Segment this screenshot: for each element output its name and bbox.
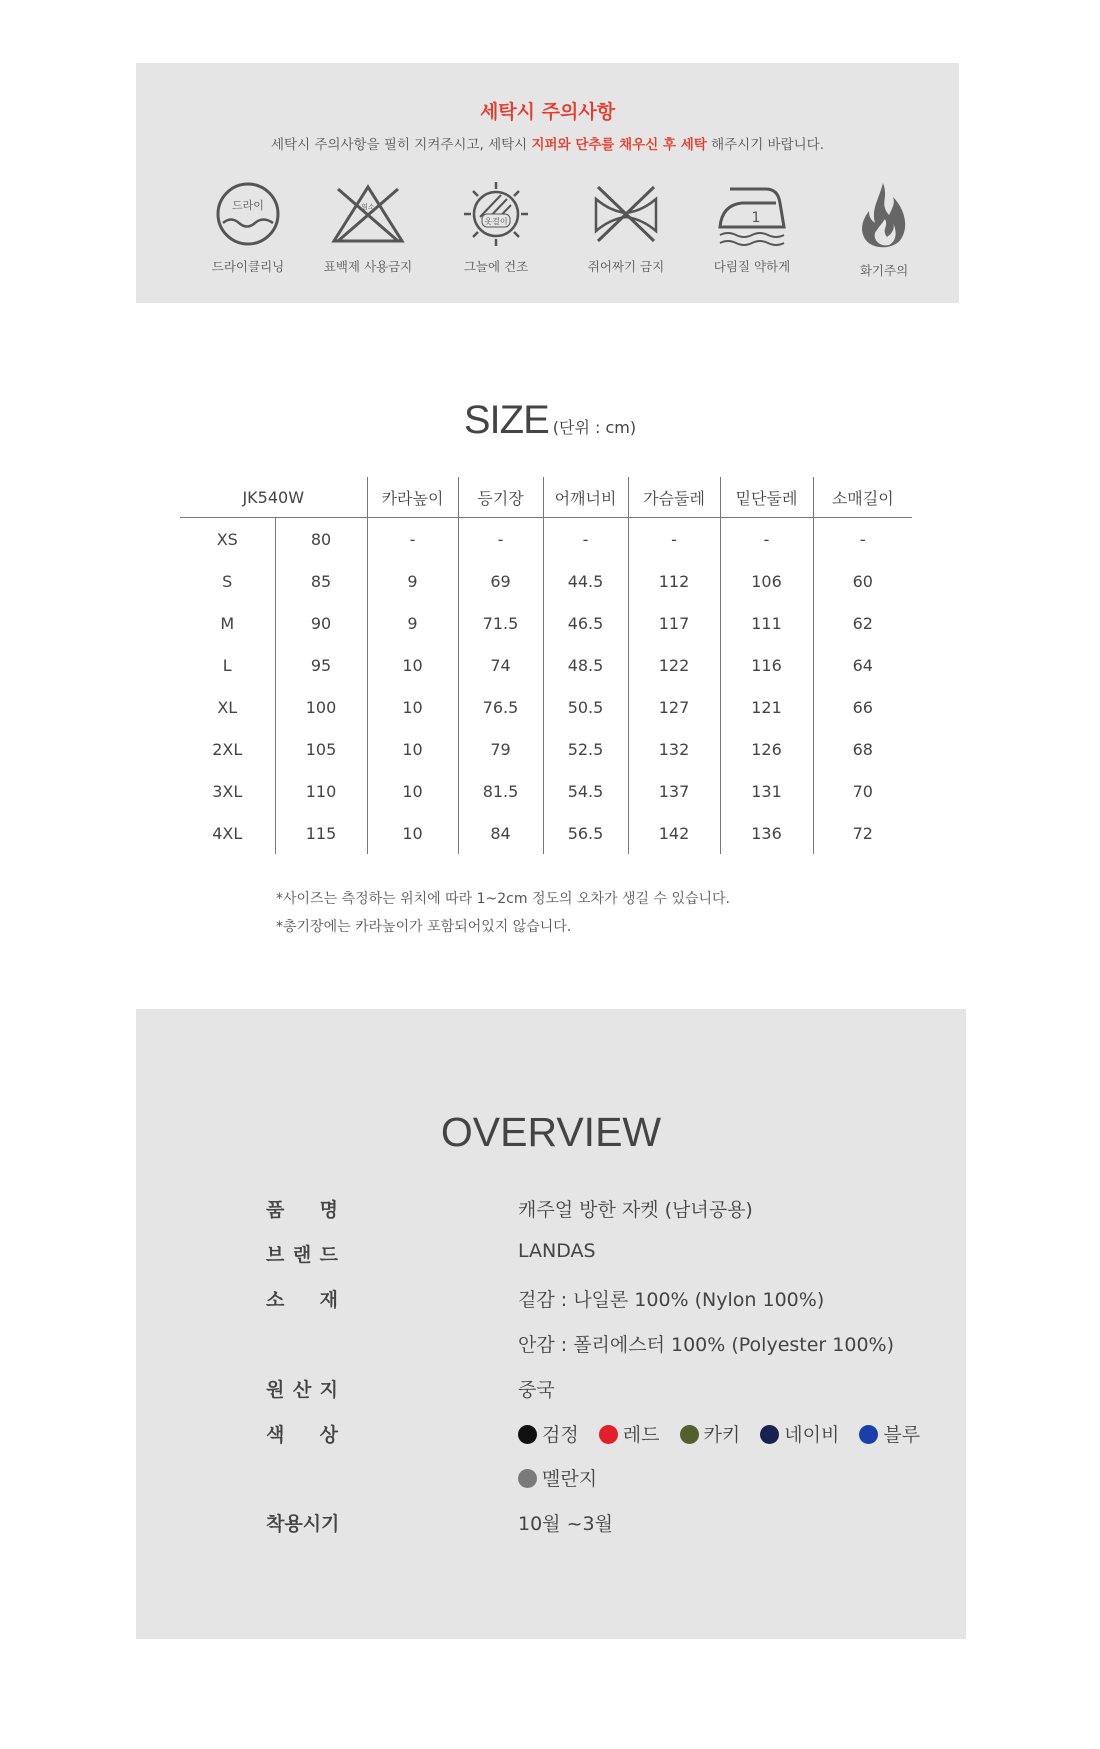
table-row — [180, 602, 912, 644]
svg-text:옷걸이: 옷걸이 — [484, 217, 508, 226]
size-cell: 54.5 — [543, 770, 628, 812]
size-cell: L — [222, 655, 232, 675]
size-cell: 112 — [628, 560, 720, 602]
shade-dry-icon — [463, 181, 529, 247]
size-col-header: 카라높이 — [367, 477, 458, 518]
size-note: *사이즈는 측정하는 위치에 따라 1~2cm 정도의 오차가 생길 수 있습니다. — [276, 891, 731, 907]
size-col-header: 가슴둘레 — [628, 477, 720, 518]
size-cell: 137 — [628, 770, 720, 812]
color-list — [518, 1464, 611, 1491]
model-header: JK540W — [180, 477, 367, 518]
size-note: *총기장에는 카라높이가 포함되어있지 않습니다. — [276, 919, 572, 935]
overview-value: 겉감 : 나일론 100% (Nylon 100%) — [518, 1289, 825, 1311]
size-cell: S — [222, 571, 233, 591]
size-notes — [276, 885, 730, 941]
size-cell: - — [458, 518, 543, 561]
overview-key: 색 상 — [266, 1424, 338, 1446]
care-description: 세탁시 주의사항을 필히 지켜주시고, 세탁시 지퍼와 단추를 채우신 후 세탁 해주시기 바랍니다. — [271, 137, 824, 153]
svg-text:드라이: 드라이 — [232, 199, 264, 212]
care-instructions-panel — [136, 63, 959, 303]
size-cell: 142 — [628, 812, 720, 854]
color-option: 검정 — [518, 1420, 579, 1447]
no-wring-icon — [590, 181, 662, 247]
color-list — [518, 1420, 934, 1447]
size-header-row — [180, 477, 912, 518]
size-cell: 115 — [275, 812, 367, 854]
size-cell: 85 — [275, 560, 367, 602]
size-cell: - — [813, 518, 912, 561]
size-cell: 111 — [720, 602, 813, 644]
size-cell: 50.5 — [543, 686, 628, 728]
overview-key: 원 산 지 — [266, 1379, 338, 1401]
iron-low-icon — [716, 181, 788, 247]
overview-key: 품 명 — [266, 1199, 338, 1221]
color-option: 카키 — [680, 1420, 741, 1447]
overview-value: 캐주얼 방한 자켓 (남녀공용) — [518, 1199, 753, 1221]
size-cell: - — [720, 518, 813, 561]
size-cell: 122 — [628, 644, 720, 686]
color-option: 레드 — [599, 1420, 660, 1447]
overview-panel — [136, 1009, 966, 1639]
svg-text:1: 1 — [751, 210, 761, 226]
size-col-header: 소매길이 — [813, 477, 912, 518]
care-label: 쥐어짜기 금지 — [587, 259, 665, 274]
care-item-no-bleach — [308, 181, 428, 275]
size-cell: 10 — [367, 770, 458, 812]
size-cell: 68 — [813, 728, 912, 770]
care-item-shade-dry — [436, 181, 556, 275]
size-cell: 100 — [275, 686, 367, 728]
size-cell: 56.5 — [543, 812, 628, 854]
color-swatch — [760, 1425, 779, 1444]
size-cell: 2XL — [212, 739, 243, 759]
size-heading — [0, 398, 1100, 443]
size-cell: 136 — [720, 812, 813, 854]
size-cell: - — [543, 518, 628, 561]
size-cell: 64 — [813, 644, 912, 686]
overview-value: LANDAS — [518, 1240, 596, 1262]
size-cell: 46.5 — [543, 602, 628, 644]
size-cell: 95 — [275, 644, 367, 686]
size-cell: 10 — [367, 728, 458, 770]
size-cell: 81.5 — [458, 770, 543, 812]
size-cell: 131 — [720, 770, 813, 812]
size-cell: XS — [216, 529, 238, 549]
size-cell: 10 — [367, 812, 458, 854]
size-cell: 44.5 — [543, 560, 628, 602]
size-cell: 62 — [813, 602, 912, 644]
overview-key: 착용시기 — [266, 1513, 340, 1535]
color-option: 네이비 — [760, 1420, 839, 1447]
color-swatch — [680, 1425, 699, 1444]
table-row — [180, 644, 912, 686]
table-row — [180, 518, 912, 561]
care-label: 드라이클리닝 — [211, 259, 285, 274]
size-cell: 79 — [458, 728, 543, 770]
size-cell: 3XL — [212, 781, 243, 801]
size-cell: 10 — [367, 644, 458, 686]
size-cell: - — [367, 518, 458, 561]
care-item-dry-clean — [188, 181, 308, 275]
dry-clean-icon — [215, 181, 281, 247]
care-highlight: 지퍼와 단추를 채우신 후 세탁 — [531, 137, 707, 153]
overview-title: OVERVIEW — [440, 1109, 662, 1155]
size-col-header: 어깨너비 — [543, 477, 628, 518]
flame-icon — [859, 181, 909, 251]
size-cell: 117 — [628, 602, 720, 644]
overview-value: 안감 : 폴리에스터 100% (Polyester 100%) — [518, 1334, 895, 1356]
size-cell: 105 — [275, 728, 367, 770]
color-swatch — [518, 1469, 537, 1488]
care-label: 화기주의 — [859, 263, 909, 278]
overview-value: 10월 ~3월 — [518, 1513, 613, 1535]
size-cell: 126 — [720, 728, 813, 770]
size-cell: 10 — [367, 686, 458, 728]
size-cell: 110 — [275, 770, 367, 812]
size-cell: 9 — [367, 560, 458, 602]
size-cell: 132 — [628, 728, 720, 770]
overview-value: 중국 — [518, 1379, 555, 1401]
table-row — [180, 728, 912, 770]
overview-key: 브 랜 드 — [266, 1244, 338, 1266]
color-swatch — [518, 1425, 537, 1444]
size-cell: 9 — [367, 602, 458, 644]
size-col-header: 등기장 — [458, 477, 543, 518]
care-item-no-wring — [566, 181, 686, 275]
care-title: 세탁시 주의사항 — [479, 101, 616, 123]
size-cell: 71.5 — [458, 602, 543, 644]
care-label: 표백제 사용금지 — [323, 259, 413, 274]
no-bleach-icon — [330, 181, 406, 247]
size-cell: 127 — [628, 686, 720, 728]
table-row — [180, 560, 912, 602]
overview-key: 소 재 — [266, 1289, 338, 1311]
care-item-iron-low — [692, 181, 812, 275]
care-item-flame — [824, 181, 944, 279]
size-cell: - — [628, 518, 720, 561]
size-cell: 4XL — [212, 823, 243, 843]
size-cell: 90 — [275, 602, 367, 644]
care-label: 다림질 약하게 — [713, 259, 791, 274]
size-cell: XL — [217, 697, 238, 717]
size-cell: 116 — [720, 644, 813, 686]
size-cell: 69 — [458, 560, 543, 602]
table-row — [180, 812, 912, 854]
size-title: SIZE — [463, 398, 549, 442]
size-cell: 74 — [458, 644, 543, 686]
color-option: 블루 — [859, 1420, 920, 1447]
color-swatch — [859, 1425, 878, 1444]
size-cell: 48.5 — [543, 644, 628, 686]
size-cell: 76.5 — [458, 686, 543, 728]
size-col-header: 밑단둘레 — [720, 477, 813, 518]
size-cell: 66 — [813, 686, 912, 728]
color-swatch — [599, 1425, 618, 1444]
care-label: 그늘에 건조 — [463, 259, 529, 274]
size-cell: M — [220, 613, 235, 633]
size-table — [180, 477, 912, 854]
size-cell: 121 — [720, 686, 813, 728]
size-unit: (단위 : cm) — [552, 418, 637, 437]
size-cell: 60 — [813, 560, 912, 602]
size-cell: 106 — [720, 560, 813, 602]
size-cell: 70 — [813, 770, 912, 812]
table-row — [180, 686, 912, 728]
size-cell: 72 — [813, 812, 912, 854]
table-row — [180, 770, 912, 812]
size-cell: 84 — [458, 812, 543, 854]
size-cell: 80 — [275, 518, 367, 561]
size-cell: 52.5 — [543, 728, 628, 770]
svg-text:염소: 염소 — [361, 203, 375, 211]
color-option: 멜란지 — [518, 1464, 597, 1491]
